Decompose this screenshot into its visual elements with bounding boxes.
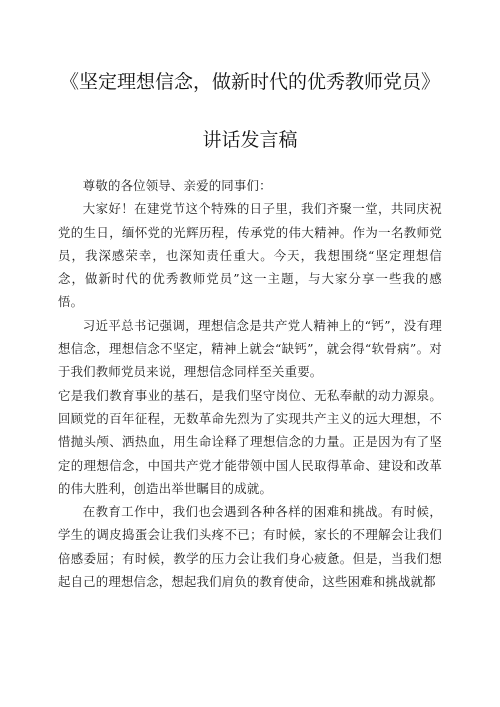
document-body [58,174,442,593]
body-paragraph: 习近平总书记强调，理想信念是共产党人精神上的“钙”，没有理想信念，理想信念不坚定，精神上就会“缺钙”，就会得“软骨病”。对于我们教师党员来说，理想信念同样至关重要。 [58,317,442,380]
salutation-paragraph: 尊敬的各位领导、亲爱的同事们： [82,178,272,193]
document-title: 《坚定理想信念，做新时代的优秀教师党员》 [59,71,440,93]
body-paragraph: 大家好！在建党节这个特殊的日子里，我们齐聚一堂，共同庆祝党的生日，缅怀党的光辉历程，传承党的伟大精神。作为一名教师党员，我深感荣幸，也深知责任重大。今天，我想围绕“坚定理想信念，做新时代的优秀教师党员”这一主题，与大家分享一些我的感悟。 [58,201,442,310]
body-paragraph: 在教育工作中，我们也会遇到各种各样的困难和挑战。有时候，学生的调皮捣蛋会让我们头疼不已；有时候，家长的不理解会让我们倍感委屈；有时候，教学的压力会让我们身心疲惫。但是，当我们想起自己的理想信念，想起我们肩负的教育使命，这些困难和挑战就都 [58,504,442,590]
body-paragraph: 它是我们教育事业的基石，是我们坚守岗位、无私奉献的动力源泉。回顾党的百年征程，无数革命先烈为了实现共产主义的远大理想，不惜抛头颅、洒热血，用生命诠释了理想信念的力量。正是因为有了坚定的理想信念，中国共产党才能带领中国人民取得革命、建设和改革的伟大胜利，创造出举世瞩目的成就。 [58,387,442,496]
document-subtitle: 讲话发言稿 [202,129,298,151]
